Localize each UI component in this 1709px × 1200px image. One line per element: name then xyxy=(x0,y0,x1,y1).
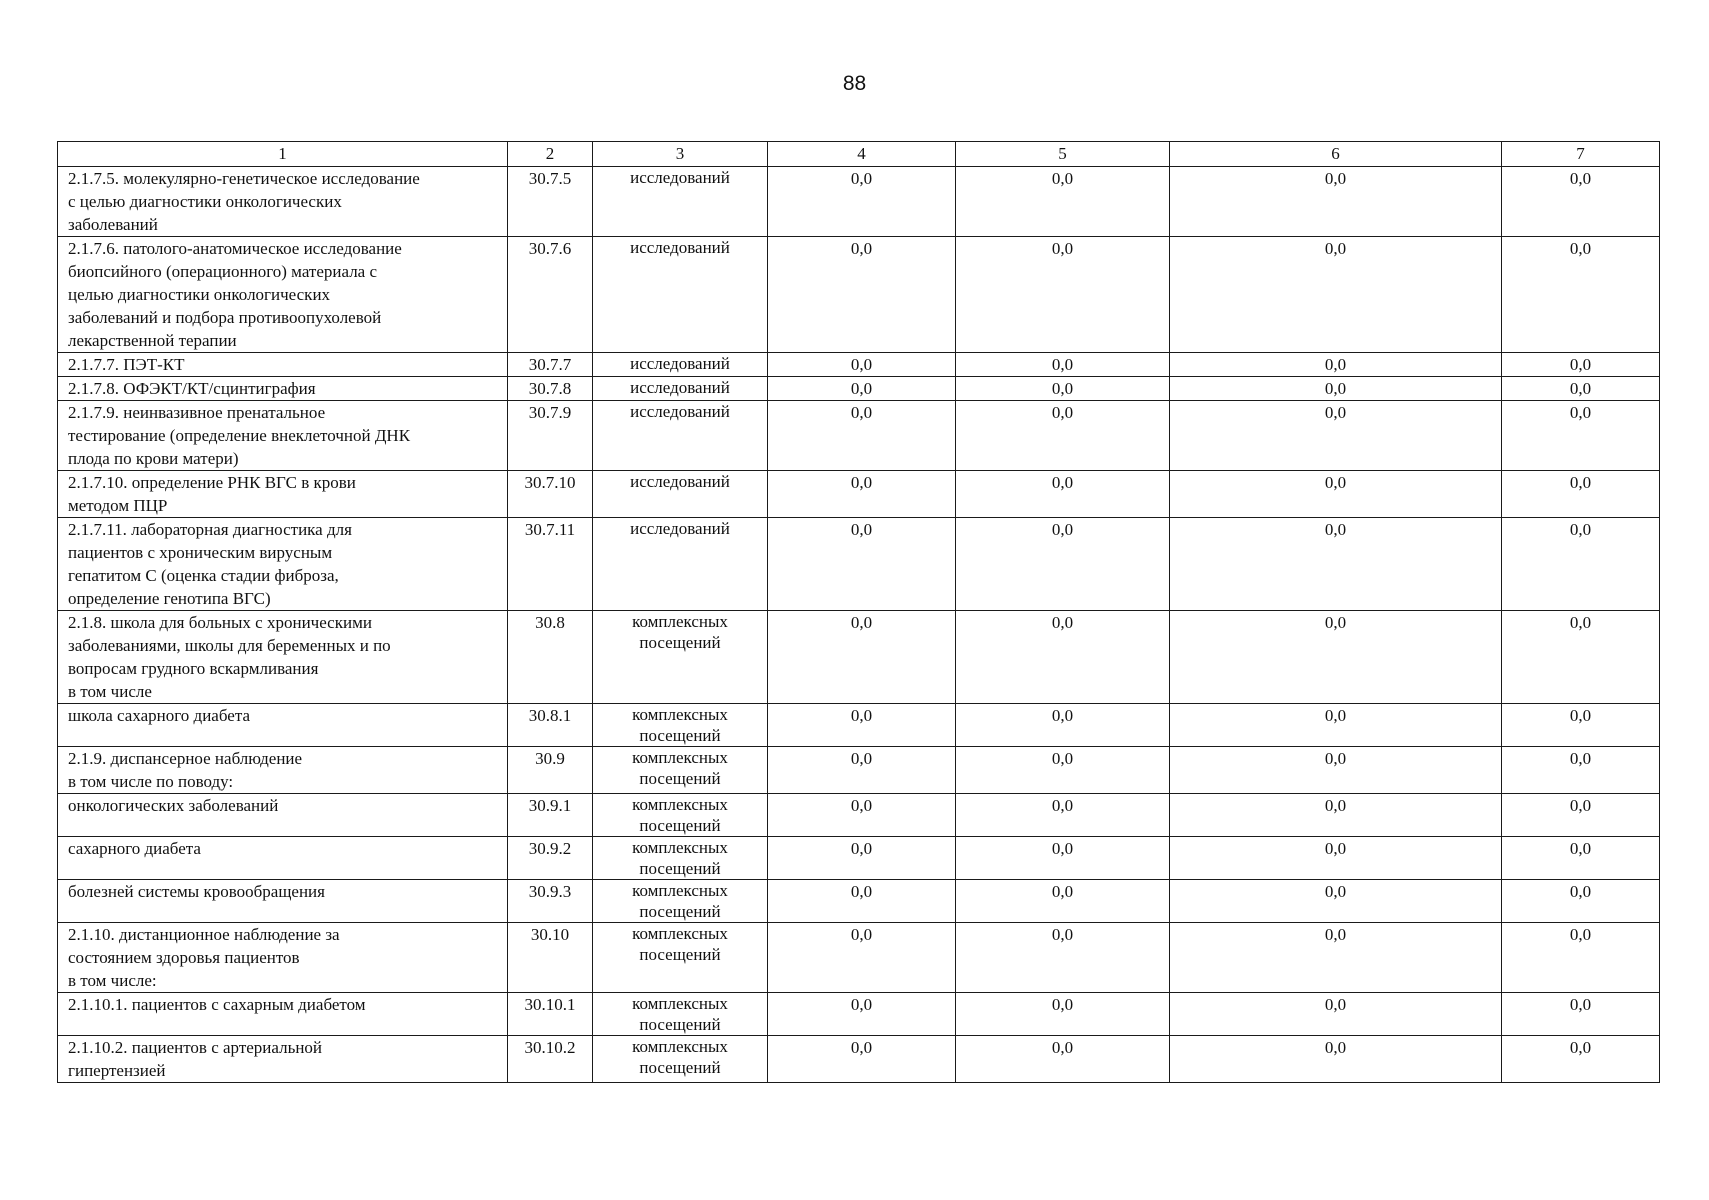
cell-line: посещений xyxy=(639,859,721,878)
cell-line: гепатитом С (оценка стадии фиброза, xyxy=(68,566,339,585)
value-cell: 0,0 xyxy=(956,377,1170,401)
value-cell: 0,0 xyxy=(768,377,956,401)
value-cell: 0,0 xyxy=(1170,471,1502,518)
unit-cell xyxy=(593,993,768,1036)
value-cell: 0,0 xyxy=(1502,993,1660,1036)
description-cell xyxy=(58,401,508,471)
column-header: 6 xyxy=(1170,142,1502,167)
description-cell xyxy=(58,377,508,401)
code-cell: 30.7.9 xyxy=(508,401,593,471)
table-row xyxy=(58,377,1660,401)
page-number: 88 xyxy=(842,72,867,95)
table-row xyxy=(58,837,1660,880)
value-cell: 0,0 xyxy=(768,837,956,880)
value-cell: 0,0 xyxy=(768,237,956,353)
value-cell: 0,0 xyxy=(1502,377,1660,401)
table-row xyxy=(58,237,1660,353)
cell-line: пациентов с хроническим вирусным xyxy=(68,543,333,562)
cell-line: в том числе xyxy=(68,682,152,701)
value-cell: 0,0 xyxy=(768,923,956,993)
unit-cell xyxy=(593,377,768,401)
value-cell: 0,0 xyxy=(956,401,1170,471)
unit-cell xyxy=(593,518,768,611)
value-cell: 0,0 xyxy=(956,747,1170,794)
code-cell: 30.8 xyxy=(508,611,593,704)
value-cell: 0,0 xyxy=(1170,167,1502,237)
unit-cell xyxy=(593,237,768,353)
cell-line: определение генотипа ВГС) xyxy=(68,589,271,608)
value-cell: 0,0 xyxy=(1502,611,1660,704)
value-cell: 0,0 xyxy=(1170,747,1502,794)
code-cell: 30.7.5 xyxy=(508,167,593,237)
table-row xyxy=(58,1036,1660,1083)
table-row xyxy=(58,923,1660,993)
cell-line: комплексных xyxy=(632,881,728,900)
column-header: 2 xyxy=(508,142,593,167)
value-cell: 0,0 xyxy=(768,993,956,1036)
unit-cell xyxy=(593,167,768,237)
value-cell: 0,0 xyxy=(768,471,956,518)
column-header: 1 xyxy=(58,142,508,167)
cell-line: 2.1.7.8. ОФЭКТ/КТ/сцинтиграфия xyxy=(68,379,316,398)
cell-line: биопсийного (операционного) материала с xyxy=(68,262,378,281)
cell-line: исследований xyxy=(630,238,730,257)
cell-line: посещений xyxy=(639,902,721,921)
value-cell: 0,0 xyxy=(1170,518,1502,611)
cell-line: 2.1.9. диспансерное наблюдение xyxy=(68,749,303,768)
description-cell xyxy=(58,1036,508,1083)
table-row xyxy=(58,993,1660,1036)
value-cell: 0,0 xyxy=(1170,993,1502,1036)
cell-line: онкологических заболеваний xyxy=(68,796,279,815)
cell-line: комплексных xyxy=(632,1037,728,1056)
code-cell: 30.7.11 xyxy=(508,518,593,611)
value-cell: 0,0 xyxy=(1170,1036,1502,1083)
cell-line: комплексных xyxy=(632,924,728,943)
table-row xyxy=(58,353,1660,377)
cell-line: 2.1.7.5. молекулярно-генетическое исследование xyxy=(68,169,420,188)
value-cell: 0,0 xyxy=(768,704,956,747)
cell-line: посещений xyxy=(639,633,721,652)
value-cell: 0,0 xyxy=(768,353,956,377)
cell-line: 2.1.7.10. определение РНК ВГС в крови xyxy=(68,473,356,492)
cell-line: школа сахарного диабета xyxy=(68,706,251,725)
value-cell: 0,0 xyxy=(1170,794,1502,837)
unit-cell xyxy=(593,923,768,993)
value-cell: 0,0 xyxy=(1502,923,1660,993)
value-cell: 0,0 xyxy=(956,993,1170,1036)
description-cell xyxy=(58,993,508,1036)
cell-line: 2.1.10.2. пациентов с артериальной xyxy=(68,1038,323,1057)
cell-line: лекарственной терапии xyxy=(68,331,237,350)
description-cell xyxy=(58,518,508,611)
column-header: 5 xyxy=(956,142,1170,167)
cell-line: 2.1.7.7. ПЭТ-КТ xyxy=(68,355,185,374)
cell-line: исследований xyxy=(630,378,730,397)
value-cell: 0,0 xyxy=(956,611,1170,704)
cell-line: исследований xyxy=(630,354,730,373)
value-cell: 0,0 xyxy=(1170,401,1502,471)
cell-line: вопросам грудного вскармливания xyxy=(68,659,319,678)
code-cell: 30.9.2 xyxy=(508,837,593,880)
value-cell: 0,0 xyxy=(1170,837,1502,880)
value-cell: 0,0 xyxy=(768,880,956,923)
cell-line: посещений xyxy=(639,816,721,835)
code-cell: 30.9.1 xyxy=(508,794,593,837)
table-row xyxy=(58,704,1660,747)
value-cell: 0,0 xyxy=(1502,837,1660,880)
value-cell: 0,0 xyxy=(768,518,956,611)
cell-line: 2.1.10.1. пациентов с сахарным диабетом xyxy=(68,995,366,1014)
cell-line: 2.1.10. дистанционное наблюдение за xyxy=(68,925,340,944)
value-cell: 0,0 xyxy=(1170,923,1502,993)
description-cell xyxy=(58,167,508,237)
table-header-row xyxy=(58,142,1660,167)
value-cell: 0,0 xyxy=(956,1036,1170,1083)
cell-line: посещений xyxy=(639,726,721,745)
cell-line: исследований xyxy=(630,168,730,187)
value-cell: 0,0 xyxy=(956,837,1170,880)
table-row xyxy=(58,880,1660,923)
value-cell: 0,0 xyxy=(956,880,1170,923)
table-row xyxy=(58,747,1660,794)
cell-line: комплексных xyxy=(632,795,728,814)
cell-line: комплексных xyxy=(632,838,728,857)
value-cell: 0,0 xyxy=(1502,237,1660,353)
value-cell: 0,0 xyxy=(1170,704,1502,747)
cell-line: сахарного диабета xyxy=(68,839,201,858)
value-cell: 0,0 xyxy=(1170,353,1502,377)
unit-cell xyxy=(593,353,768,377)
table-body xyxy=(58,142,1660,1083)
unit-cell xyxy=(593,611,768,704)
cell-line: заболеваний и подбора противоопухолевой xyxy=(68,308,382,327)
value-cell: 0,0 xyxy=(1502,353,1660,377)
cell-line: методом ПЦР xyxy=(68,496,168,515)
description-cell xyxy=(58,237,508,353)
unit-cell xyxy=(593,794,768,837)
cell-line: комплексных xyxy=(632,994,728,1013)
value-cell: 0,0 xyxy=(956,923,1170,993)
value-cell: 0,0 xyxy=(768,167,956,237)
value-cell: 0,0 xyxy=(956,167,1170,237)
value-cell: 0,0 xyxy=(1502,401,1660,471)
cell-line: посещений xyxy=(639,1058,721,1077)
code-cell: 30.7.10 xyxy=(508,471,593,518)
cell-line: комплексных xyxy=(632,612,728,631)
description-cell xyxy=(58,704,508,747)
value-cell: 0,0 xyxy=(1170,611,1502,704)
unit-cell xyxy=(593,704,768,747)
cell-line: заболеваний xyxy=(68,215,158,234)
code-cell: 30.8.1 xyxy=(508,704,593,747)
cell-line: плода по крови матери) xyxy=(68,449,239,468)
cell-line: посещений xyxy=(639,769,721,788)
value-cell: 0,0 xyxy=(1502,1036,1660,1083)
value-cell: 0,0 xyxy=(956,353,1170,377)
code-cell: 30.7.7 xyxy=(508,353,593,377)
unit-cell xyxy=(593,880,768,923)
value-cell: 0,0 xyxy=(956,794,1170,837)
table-row xyxy=(58,518,1660,611)
value-cell: 0,0 xyxy=(1502,167,1660,237)
value-cell: 0,0 xyxy=(956,704,1170,747)
unit-cell xyxy=(593,837,768,880)
description-cell xyxy=(58,837,508,880)
cell-line: комплексных xyxy=(632,748,728,767)
unit-cell xyxy=(593,471,768,518)
description-cell xyxy=(58,747,508,794)
table-row xyxy=(58,611,1660,704)
cell-line: с целью диагностики онкологических xyxy=(68,192,342,211)
value-cell: 0,0 xyxy=(1502,704,1660,747)
description-cell xyxy=(58,923,508,993)
value-cell: 0,0 xyxy=(1502,471,1660,518)
description-cell xyxy=(58,794,508,837)
code-cell: 30.7.6 xyxy=(508,237,593,353)
value-cell: 0,0 xyxy=(956,518,1170,611)
code-cell: 30.9 xyxy=(508,747,593,794)
unit-cell xyxy=(593,1036,768,1083)
value-cell: 0,0 xyxy=(768,1036,956,1083)
value-cell: 0,0 xyxy=(768,401,956,471)
cell-line: в том числе по поводу: xyxy=(68,772,234,791)
value-cell: 0,0 xyxy=(956,471,1170,518)
data-table xyxy=(57,141,1660,1083)
cell-line: исследований xyxy=(630,472,730,491)
code-cell: 30.10.2 xyxy=(508,1036,593,1083)
cell-line: исследований xyxy=(630,402,730,421)
description-cell xyxy=(58,353,508,377)
value-cell: 0,0 xyxy=(768,747,956,794)
value-cell: 0,0 xyxy=(768,794,956,837)
cell-line: заболеваниями, школы для беременных и по xyxy=(68,636,391,655)
cell-line: 2.1.7.6. патолого-анатомическое исследование xyxy=(68,239,402,258)
code-cell: 30.9.3 xyxy=(508,880,593,923)
cell-line: состоянием здоровья пациентов xyxy=(68,948,300,967)
table-row xyxy=(58,401,1660,471)
unit-cell xyxy=(593,747,768,794)
value-cell: 0,0 xyxy=(1170,880,1502,923)
cell-line: посещений xyxy=(639,945,721,964)
column-header: 3 xyxy=(593,142,768,167)
description-cell xyxy=(58,880,508,923)
cell-line: болезней системы кровообращения xyxy=(68,882,325,901)
unit-cell xyxy=(593,401,768,471)
value-cell: 0,0 xyxy=(1502,747,1660,794)
table-row xyxy=(58,794,1660,837)
cell-line: 2.1.7.9. неинвазивное пренатальное xyxy=(68,403,326,422)
column-header: 7 xyxy=(1502,142,1660,167)
description-cell xyxy=(58,611,508,704)
table-row xyxy=(58,471,1660,518)
cell-line: комплексных xyxy=(632,705,728,724)
cell-line: гипертензией xyxy=(68,1061,166,1080)
value-cell: 0,0 xyxy=(1170,377,1502,401)
value-cell: 0,0 xyxy=(768,611,956,704)
table-row xyxy=(58,167,1660,237)
cell-line: целью диагностики онкологических xyxy=(68,285,331,304)
cell-line: 2.1.8. школа для больных с хроническими xyxy=(68,613,372,632)
cell-line: исследований xyxy=(630,519,730,538)
description-cell xyxy=(58,471,508,518)
value-cell: 0,0 xyxy=(1502,794,1660,837)
value-cell: 0,0 xyxy=(956,237,1170,353)
cell-line: в том числе: xyxy=(68,971,157,990)
value-cell: 0,0 xyxy=(1502,880,1660,923)
cell-line: посещений xyxy=(639,1015,721,1034)
code-cell: 30.10 xyxy=(508,923,593,993)
cell-line: тестирование (определение внеклеточной ДНК xyxy=(68,426,411,445)
code-cell: 30.7.8 xyxy=(508,377,593,401)
value-cell: 0,0 xyxy=(1502,518,1660,611)
code-cell: 30.10.1 xyxy=(508,993,593,1036)
column-header: 4 xyxy=(768,142,956,167)
value-cell: 0,0 xyxy=(1170,237,1502,353)
cell-line: 2.1.7.11. лабораторная диагностика для xyxy=(68,520,352,539)
